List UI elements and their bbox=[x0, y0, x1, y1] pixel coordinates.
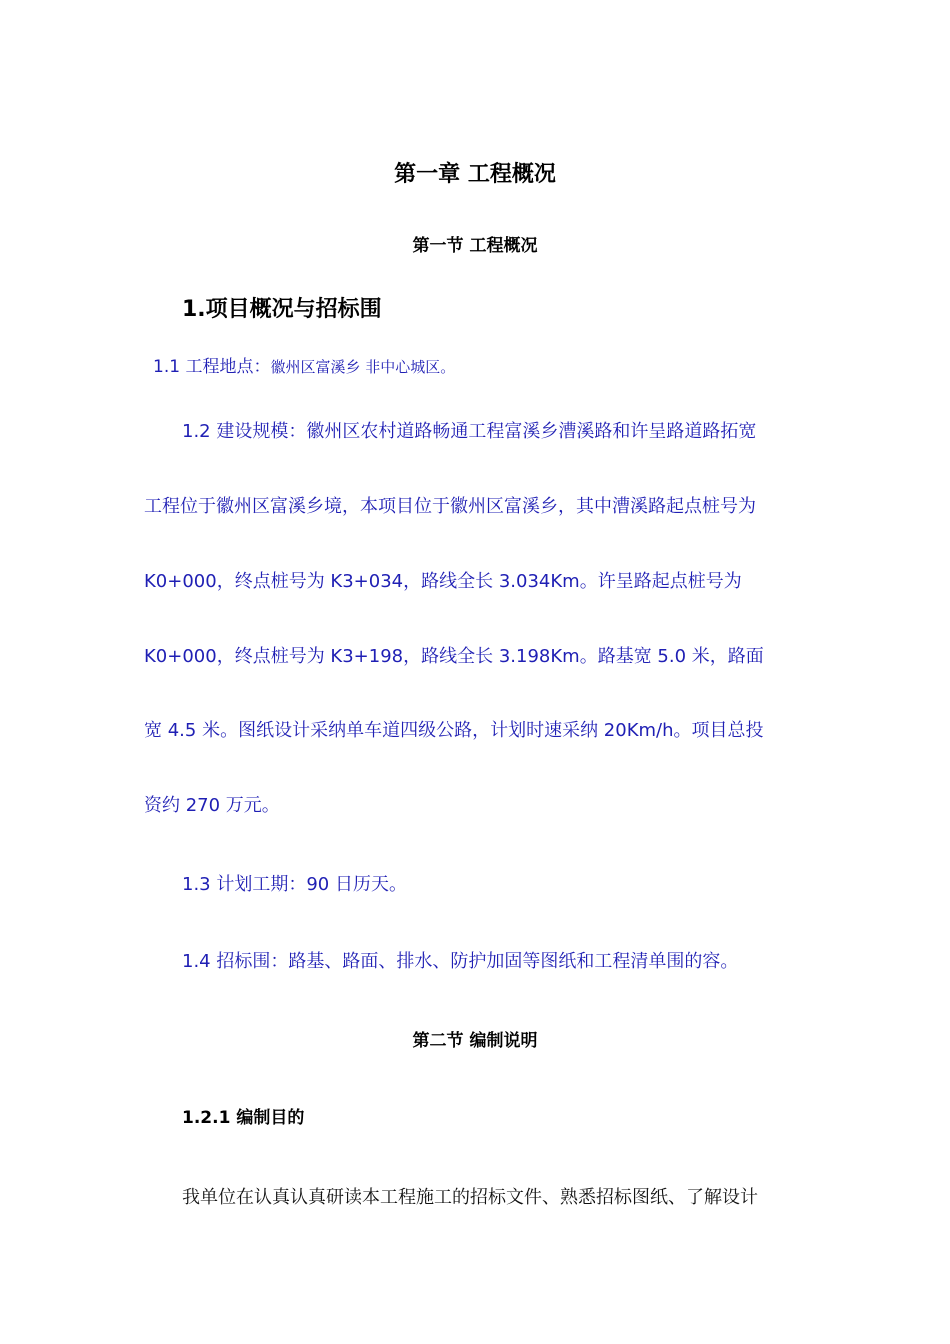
item-1-1-label: 1.1 工程地点： bbox=[153, 357, 271, 377]
item-1-2-line-4: K0+000，终点桩号为 K3+198，路线全长 3.198Km。路基宽 5.0 米，路面 bbox=[144, 646, 764, 667]
item-1-1 bbox=[153, 352, 455, 377]
chapter-title: 第一章 工程概况 bbox=[394, 162, 556, 187]
item-1-3: 1.3 计划工期：90 日历天。 bbox=[182, 874, 407, 895]
item-1-4: 1.4 招标围：路基、路面、排水、防护加固等图纸和工程清单围的容。 bbox=[182, 951, 739, 972]
heading-compile-purpose: 1.2.1 编制目的 bbox=[182, 1108, 305, 1128]
item-1-1-value: 徽州区富溪乡 非中心城区。 bbox=[270, 358, 456, 376]
item-1-2-line-5: 宽 4.5 米。图纸设计采纳单车道四级公路，计划时速采纳 20Km/h。项目总投 bbox=[144, 720, 764, 741]
paragraph-compile-purpose: 我单位在认真认真研读本工程施工的招标文件、熟悉招标图纸、了解设计 bbox=[182, 1187, 758, 1208]
item-1-2-line-3: K0+000，终点桩号为 K3+034，路线全长 3.034Km。许呈路起点桩号为 bbox=[144, 571, 742, 592]
section-2-title: 第二节 编制说明 bbox=[412, 1031, 538, 1051]
item-1-2-line-2: 工程位于徽州区富溪乡境，本项目位于徽州区富溪乡，其中漕溪路起点桩号为 bbox=[144, 496, 756, 517]
item-1-2-line-6: 资约 270 万元。 bbox=[144, 795, 280, 816]
section-1-title: 第一节 工程概况 bbox=[412, 236, 538, 256]
item-1-2-line-1: 1.2 建设规模：徽州区农村道路畅通工程富溪乡漕溪路和许呈路道路拓宽 bbox=[182, 421, 757, 442]
heading-project-overview: 1.项目概况与招标围 bbox=[182, 297, 382, 322]
